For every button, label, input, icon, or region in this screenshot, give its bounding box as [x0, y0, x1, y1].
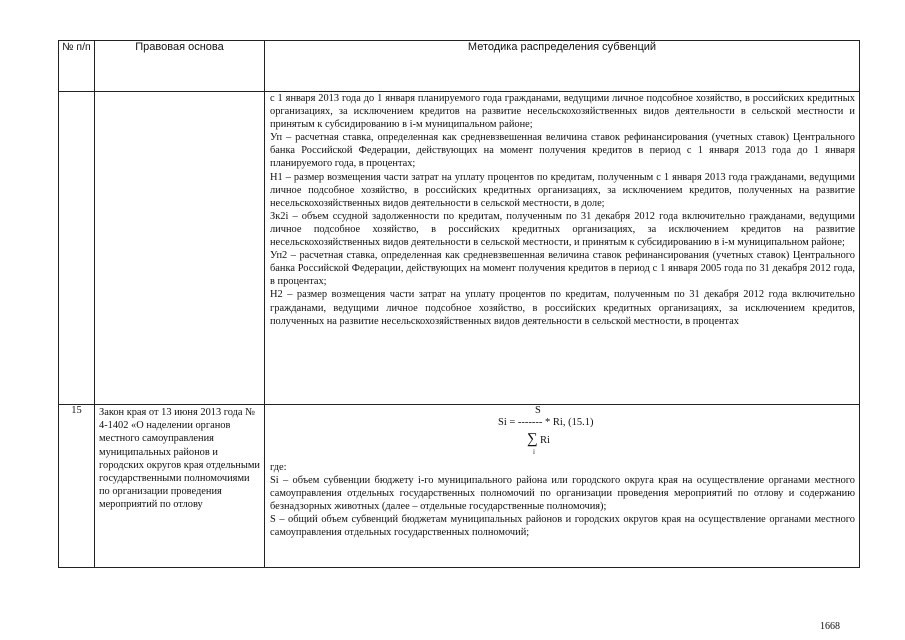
methodology-paragraph: S – общий объем субвенций бюджетам муниципальных районов и городских округов края на осуществление органами местного самоуправления отдельных государственных полномочий; [270, 514, 855, 539]
table-row [59, 92, 860, 405]
page-number: 1668 [820, 621, 840, 632]
header-methodology: Методика распределения субвенций [265, 41, 860, 92]
methodology-paragraph: с 1 января 2013 года до 1 января планируемого года гражданами, ведущими личное подсобное хозяйство, в российских кредитных организациях, за исключением кредитов на развитие несельскохозяйственных видов деятельности в сельской местности и принятым к субсидированию в i-м муниципальном районе; [270, 93, 855, 131]
methodology-cell [265, 92, 860, 405]
subvention-table [58, 40, 860, 568]
formula-index: i [533, 448, 535, 456]
methodology-paragraph: Уп – расчетная ставка, определенная как средневзвешенная величина ставок рефинансирования (учетных ставок) Центрального банка Российской Федерации, действующих на момент получения кредитов в период с 1 января 2013 года до 1 января планируемого года, в процентах; [270, 132, 855, 170]
methodology-paragraph: Уп2 – расчетная ставка, определенная как средневзвешенная величина ставок рефинансирования (учетных ставок) Центрального банка Российской Федерации, действующих на момент получения кредитов в период с 1 января 2005 года по 31 декабря 2012 года, в процентах; [270, 250, 855, 288]
formula-sigma: ∑ [527, 431, 538, 447]
header-legal-basis: Правовая основа [95, 41, 265, 92]
row-number: 15 [59, 405, 95, 568]
formula-15-1 [265, 405, 859, 459]
where-label: где: [270, 462, 287, 473]
methodology-paragraph: Зк2i – объем ссудной задолженности по кредитам, полученным по 31 декабря 2012 года включительно гражданами, ведущими личное подсобное хозяйство, в российских кредитных организациях, за исключением кредитов на развитие несельскохозяйственных видов деятельности в сельской местности, и принятым к субсидированию в i-м муниципальном районе; [270, 210, 855, 249]
methodology-paragraph: Н1 – размер возмещения части затрат на уплату процентов по кредитам, полученным с 1 января 2013 года гражданами, ведущими личное подсобное хозяйство, в российских кредитных организациях, за исключением кредитов, полученных на развитие несельскохозяйственных видов деятельности в сельской местности, в доле; [270, 171, 855, 209]
legal-basis-cell [95, 92, 265, 405]
formula-main: Si = ------- * Ri, (15.1) [498, 417, 594, 428]
methodology-paragraph: Н2 – размер возмещения части затрат на уплату процентов по кредитам, полученным по 31 декабря 2012 года включительно гражданами, ведущими личное подсобное хозяйство, в российских кредитных организациях, за исключением кредитов, полученных на развитие несельскохозяйственных видов деятельности в сельской местности, в процентах [270, 289, 855, 327]
formula-numerator: S [535, 405, 541, 416]
formula-denominator: Ri [540, 435, 550, 446]
legal-basis-cell [95, 405, 265, 568]
header-number: № п/п [59, 41, 95, 92]
table-row [59, 405, 860, 568]
table-header-row [59, 41, 860, 92]
legal-basis-text: Закон края от 13 июня 2013 года № 4-1402 «О наделении органов местного самоуправления муниципальных районов и городских округов края отдельными государственными полномочиями по организации проведения мероприятий по отлову [99, 407, 260, 511]
methodology-cell [265, 405, 860, 568]
row-number-cell [59, 92, 95, 405]
methodology-paragraph: Si – объем субвенции бюджету i-го муниципального района или городского округа края на осуществление органами местного самоуправления отдельных государственных полномочий по организации проведения мероприятий по отлову и содержанию безнадзорных животных (далее – отдельные государственные полномочия); [270, 475, 855, 513]
